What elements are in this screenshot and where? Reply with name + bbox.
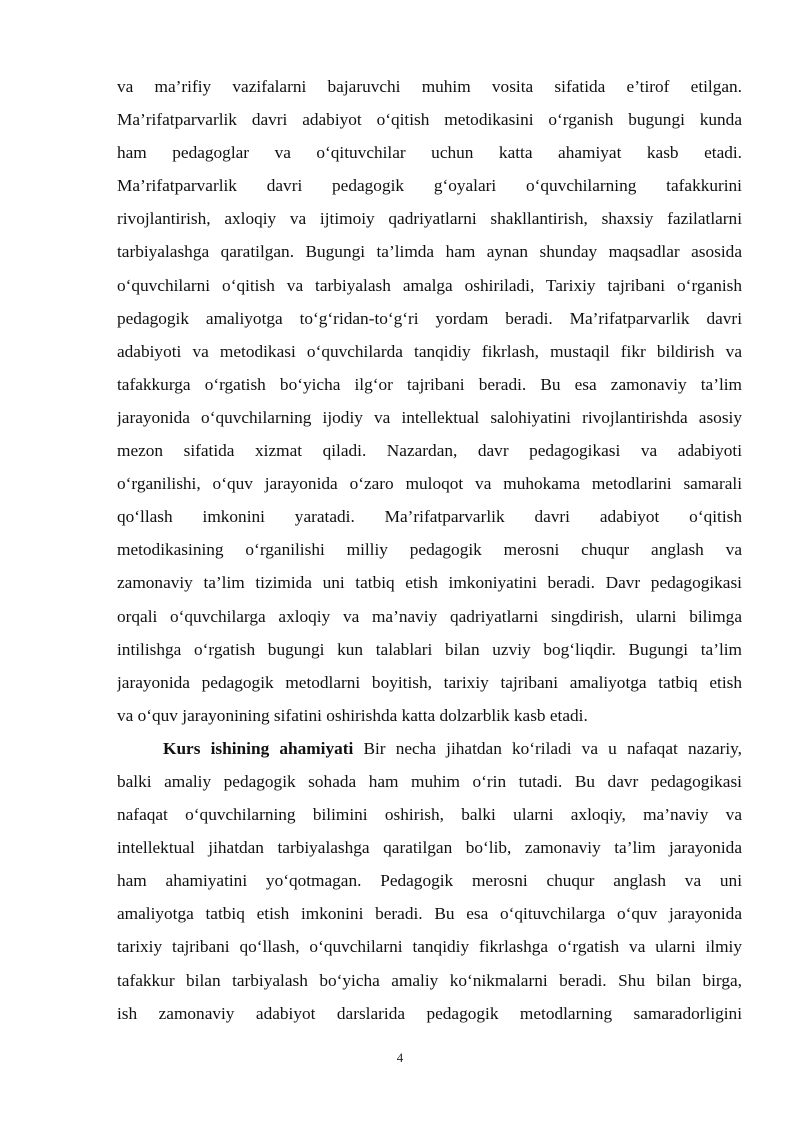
section-line: ham ahamiyatini yo‘qotmagan. Pedagogik merosni chuqur anglash va uni	[117, 871, 742, 891]
section-line: amaliyotga tatbiq etish imkonini beradi. Bu esa o‘qituvchilarga o‘quv jarayonida	[117, 904, 742, 924]
section-line: ish zamonaviy adabiyot darslarida pedagogik metodlarning samaradorligini	[117, 1003, 742, 1023]
paragraph-line: jarayonida o‘quvchilarning ijodiy va intellektual salohiyatini rivojlantirishda asosiy	[117, 407, 742, 427]
paragraph-line: jarayonida pedagogik metodlarni boyitish, tarixiy tajribani amaliyotga tatbiq etish	[117, 672, 742, 692]
paragraph-line: qo‘llash imkonini yaratadi. Ma’rifatparvarlik davri adabiyot o‘qitish	[117, 507, 742, 527]
section-first-line	[117, 732, 742, 765]
paragraph-line: metodikasining o‘rganilishi milliy pedagogik merosni chuqur anglash va	[117, 540, 742, 560]
paragraph-line: tafakkurga o‘rgatish bo‘yicha ilg‘or tajribani beradi. Bu esa zamonaviy ta’lim	[117, 374, 742, 394]
paragraph-line: va ma’rifiy vazifalarni bajaruvchi muhim vosita sifatida e’tirof etilgan.	[117, 77, 742, 96]
section-line: nafaqat o‘quvchilarning bilimini oshirish, balki ularni axloqiy, ma’naviy va	[117, 805, 742, 825]
paragraph-line: o‘rganilishi, o‘quv jarayonida o‘zaro muloqot va muhokama metodlarini samarali	[117, 474, 742, 494]
paragraph-line: adabiyoti va metodikasi o‘quvchilarda tanqidiy fikrlash, mustaqil fikr bildirish va	[117, 341, 742, 361]
paragraph-line: rivojlantirish, axloqiy va ijtimoiy qadriyatlarni shakllantirish, shaxsiy fazilatlarni	[117, 209, 742, 229]
section-line: tarixiy tajribani qo‘llash, o‘quvchilarni tanqidiy fikrlashga o‘rgatish va ularni ilmiy	[117, 937, 742, 957]
page-number: 4	[396, 1050, 404, 1065]
paragraph-line: pedagogik amaliyotga to‘g‘ridan-to‘g‘ri yordam beradi. Ma’rifatparvarlik davri	[117, 308, 742, 328]
paragraph-line: Ma’rifatparvarlik davri adabiyot o‘qitish metodikasini o‘rganish bugungi kunda	[117, 110, 742, 130]
section-line: balki amaliy pedagogik sohada ham muhim o‘rin tutadi. Bu davr pedagogikasi	[117, 771, 742, 791]
paragraph-line: zamonaviy ta’lim tizimida uni tatbiq etish imkoniyatini beradi. Davr pedagogikasi	[117, 573, 742, 593]
section-first-line-text: Bir necha jihatdan ko‘riladi va u nafaqat nazariy,	[363, 738, 742, 758]
paragraph-line: ham pedagoglar va o‘qituvchilar uchun katta ahamiyat kasb etadi.	[117, 143, 742, 163]
paragraph-line: orqali o‘quvchilarga axloqiy va ma’naviy qadriyatlarni singdirish, ularni bilimga	[117, 606, 742, 626]
paragraph-line: mezon sifatida xizmat qiladi. Nazardan, davr pedagogikasi va adabiyoti	[117, 441, 742, 461]
section-line: tafakkur bilan tarbiyalash bo‘yicha amaliy ko‘nikmalarni beradi. Shu bilan birga,	[117, 970, 742, 990]
paragraph-line: intilishga o‘rgatish bugungi kun talablari bilan uzviy bog‘liqdir. Bugungi ta’lim	[117, 639, 742, 659]
body-text	[117, 70, 742, 1030]
section-heading: Kurs ishining ahamiyati	[163, 738, 354, 758]
paragraph-last-line: va o‘quv jarayonining sifatini oshirishda katta dolzarblik kasb etadi.	[117, 705, 588, 725]
paragraph-line: o‘quvchilarni o‘qitish va tarbiyalash amalga oshiriladi, Tarixiy tajribani o‘rganish	[117, 275, 742, 295]
section-line: intellektual jihatdan tarbiyalashga qaratilgan bo‘lib, zamonaviy ta’lim jarayonida	[117, 838, 742, 858]
paragraph-line: tarbiyalashga qaratilgan. Bugungi ta’limda ham aynan shunday maqsadlar asosida	[117, 242, 742, 262]
paragraph-line: Ma’rifatparvarlik davri pedagogik g‘oyalari o‘quvchilarning tafakkurini	[117, 176, 742, 196]
